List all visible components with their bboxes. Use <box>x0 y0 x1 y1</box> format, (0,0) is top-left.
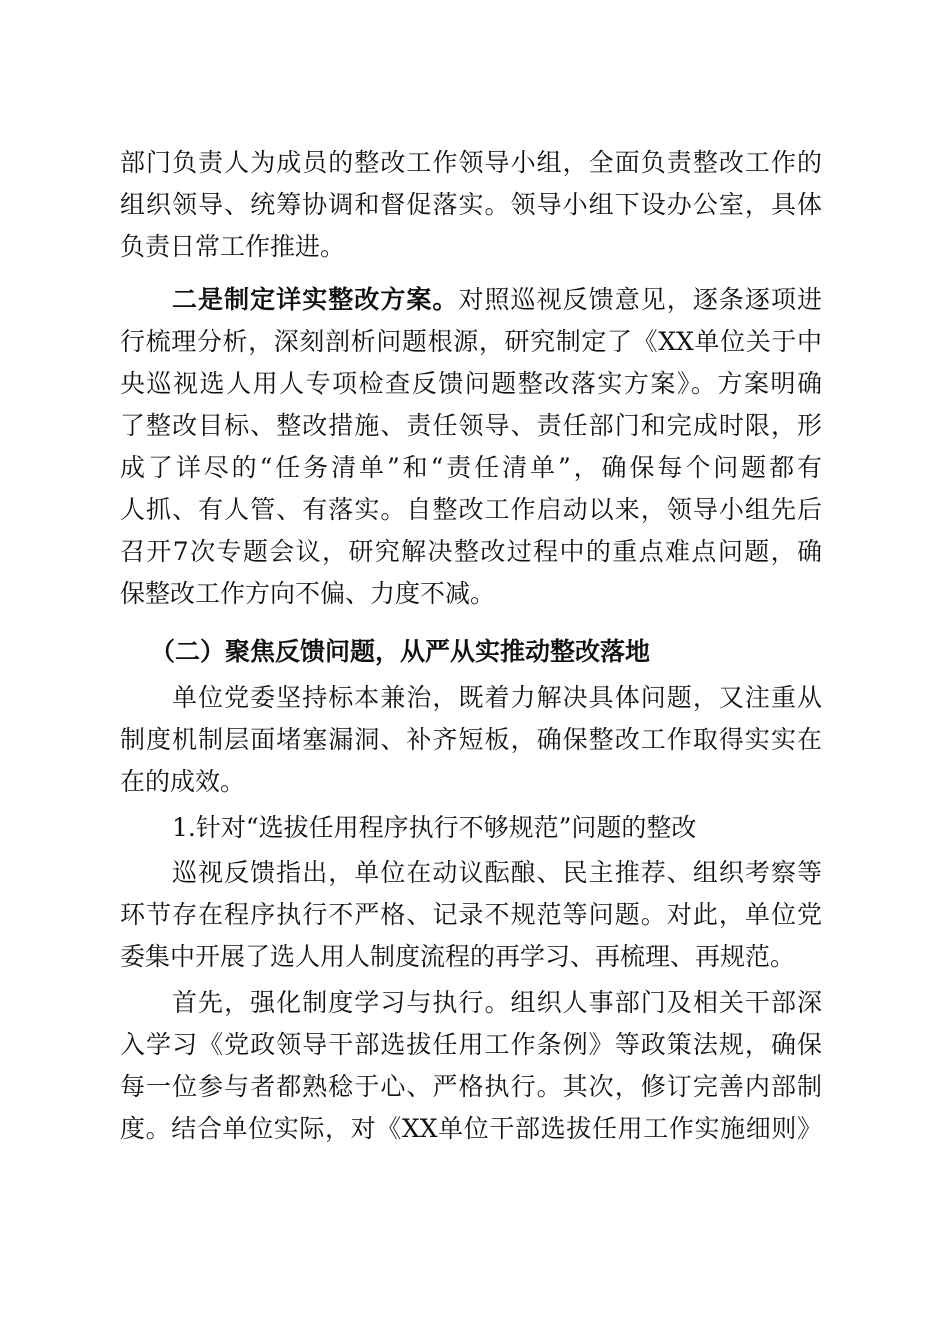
bold-lead: 二是制定详实整改方案。 <box>172 285 459 314</box>
body-text: 对照巡视反馈意见，逐条逐项进 <box>458 285 822 314</box>
body-line: 部门负责人为成员的整改工作领导小组，全面负责整改工作的 <box>120 148 822 177</box>
body-line: 行梳理分析，深刻剖析问题根源，研究制定了《XX单位关于中 <box>120 327 822 356</box>
body-line: 每一位参与者都熟稔于心、严格执行。其次，修订完善内部制 <box>120 1072 822 1101</box>
body-line: 度。结合单位实际，对《XX单位干部选拔任用工作实施细则》 <box>120 1114 822 1143</box>
subsection-heading: 1.针对“选拔任用程序执行不够规范”问题的整改 <box>172 813 697 842</box>
body-line: 在的成效。 <box>120 767 246 796</box>
body-line: 入学习《党政领导干部选拔任用工作条例》等政策法规，确保 <box>120 1030 822 1059</box>
body-line: 央巡视选人用人专项检查反馈问题整改落实方案》。方案明确 <box>120 369 822 398</box>
body-line: 成了详尽的“任务清单”和“责任清单”，确保每个问题都有 <box>120 453 822 482</box>
section-heading: （二）聚焦反馈问题，从严从实推动整改落地 <box>150 637 651 666</box>
body-line: 人抓、有人管、有落实。自整改工作启动以来，领导小组先后 <box>120 495 822 524</box>
body-line: 单位党委坚持标本兼治，既着力解决具体问题，又注重从 <box>172 683 822 712</box>
body-line: 召开7次专题会议，研究解决整改过程中的重点难点问题，确 <box>120 537 822 566</box>
paragraph-first-line <box>172 285 822 315</box>
body-line: 首先，强化制度学习与执行。组织人事部门及相关干部深 <box>172 988 822 1017</box>
body-line: 保整改工作方向不偏、力度不减。 <box>120 579 496 608</box>
body-line: 制度机制层面堵塞漏洞、补齐短板，确保整改工作取得实实在 <box>120 725 822 754</box>
body-line: 组织领导、统筹协调和督促落实。领导小组下设办公室，具体 <box>120 190 822 219</box>
body-line: 环节存在程序执行不严格、记录不规范等问题。对此，单位党 <box>120 900 822 929</box>
body-line: 负责日常工作推进。 <box>120 232 346 261</box>
body-line: 委集中开展了选人用人制度流程的再学习、再梳理、再规范。 <box>120 942 796 971</box>
body-line: 了整改目标、整改措施、责任领导、责任部门和完成时限，形 <box>120 411 822 440</box>
body-line: 巡视反馈指出，单位在动议酝酿、民主推荐、组织考察等 <box>172 858 822 887</box>
